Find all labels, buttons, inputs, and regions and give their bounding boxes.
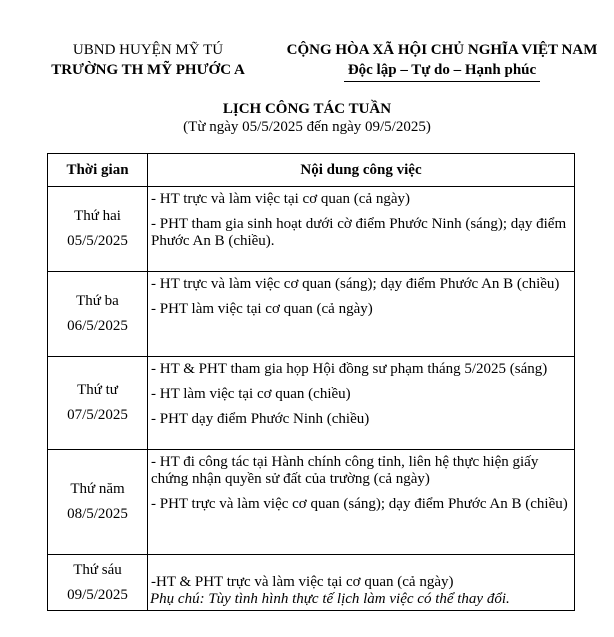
time-cell (48, 272, 148, 357)
table-row (48, 357, 575, 450)
time-cell (48, 450, 148, 555)
task-item: -HT & PHT trực và làm việc tại cơ quan (cả ngày) (151, 574, 454, 590)
day-label: Thứ năm (70, 481, 125, 497)
date-label: 06/5/2025 (67, 318, 128, 334)
time-cell (48, 555, 148, 611)
task-cell (148, 272, 575, 357)
table-row (48, 450, 575, 555)
schedule-table (47, 153, 575, 611)
date-label: 09/5/2025 (67, 586, 128, 603)
column-header-content: Nội dung công việc (148, 154, 575, 187)
date-label: 05/5/2025 (67, 233, 128, 249)
table-header-row (48, 154, 575, 187)
document-title: LỊCH CÔNG TÁC TUẦN (222, 101, 392, 117)
document-subtitle: (Từ ngày 05/5/2025 đến ngày 09/5/2025) (183, 119, 431, 135)
table-row (48, 272, 575, 357)
task-item: - PHT dạy điểm Phước Ninh (chiều) (151, 411, 370, 427)
time-cell (48, 187, 148, 272)
task-cell (148, 187, 575, 272)
task-item: - HT & PHT tham gia họp Hội đồng sư phạm tháng 5/2025 (sáng) (151, 361, 548, 377)
date-label: 08/5/2025 (67, 506, 128, 522)
date-label: 07/5/2025 (67, 407, 128, 423)
task-cell (148, 357, 575, 450)
task-item: - HT trực và làm việc cơ quan (sáng); dạy điểm Phước An B (chiều) (151, 276, 560, 292)
table-row (48, 187, 575, 272)
column-header-time: Thời gian (48, 154, 148, 187)
footnote: Phụ chú: Tùy tình hình thực tế lịch làm việc có thể thay đổi. (150, 591, 510, 607)
task-item: - PHT trực và làm việc cơ quan (sáng); dạy điểm Phước An B (chiều) (151, 496, 568, 512)
task-item: - HT đi công tác tại Hành chính công tỉnh, liên hệ thực hiện giấy chứng nhận quyền sử đất của trường (cả ngày) (151, 454, 539, 487)
motto-underline (344, 81, 540, 82)
task-item: - PHT tham gia sinh hoạt dưới cờ điểm Phước Ninh (sáng); dạy điểm Phước An B (chiều). (151, 216, 567, 249)
org-name: UBND HUYỆN MỸ TÚ (72, 42, 224, 58)
task-item: - HT làm việc tại cơ quan (chiều) (151, 386, 351, 402)
country-name: CỘNG HÒA XÃ HỘI CHỦ NGHĨA VIỆT NAM (286, 42, 598, 58)
task-item: - PHT làm việc tại cơ quan (cả ngày) (151, 301, 373, 317)
motto: Độc lập – Tự do – Hạnh phúc (347, 62, 537, 78)
task-cell (148, 450, 575, 555)
header-left (28, 40, 268, 80)
time-cell (48, 357, 148, 450)
day-label: Thứ hai (74, 208, 121, 224)
header-right (272, 40, 612, 82)
day-label: Thứ tư (77, 382, 118, 398)
task-item: - HT trực và làm việc tại cơ quan (cả ngày) (151, 191, 411, 207)
day-label: Thứ ba (76, 293, 119, 309)
school-name: TRƯỜNG TH MỸ PHƯỚC A (51, 62, 245, 78)
day-label: Thứ sáu (73, 561, 122, 578)
